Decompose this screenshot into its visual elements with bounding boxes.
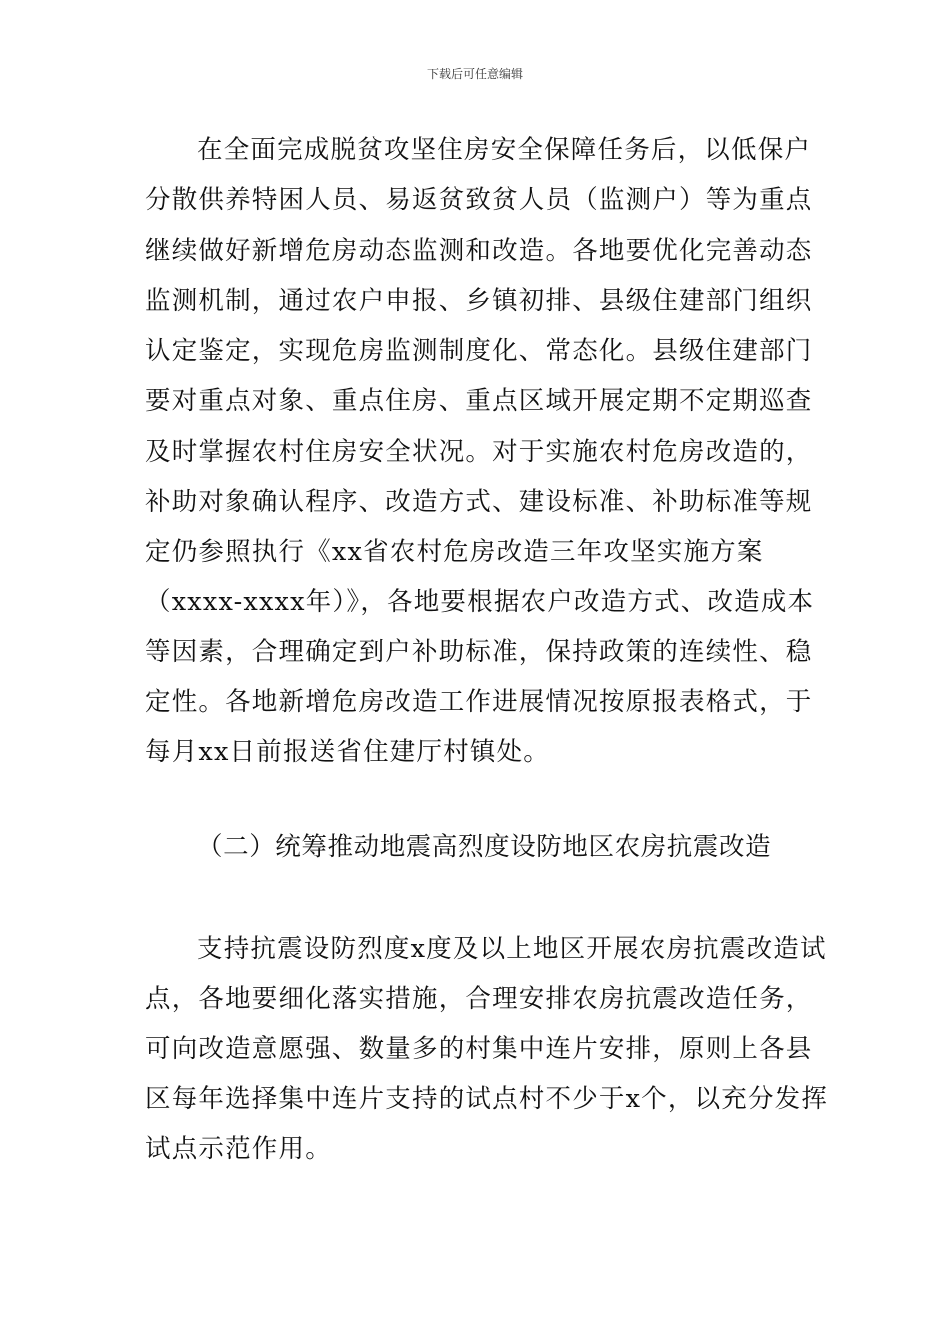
paragraph1-line-2: 分散供养特困人员、易返贫致贫人员（监测户）等为重点 xyxy=(145,185,813,215)
paragraph1-line-8: 补助对象确认程序、改造方式、建设标准、补助标准等规 xyxy=(145,487,813,517)
paragraph2-line-3: 可向改造意愿强、数量多的村集中连片安排，原则上各县 xyxy=(145,1034,813,1064)
paragraph1-line-3: 继续做好新增危房动态监测和改造。各地要优化完善动态 xyxy=(145,236,813,266)
paragraph2-line-5: 试点示范作用。 xyxy=(145,1134,332,1164)
paragraph1-line-4: 监测机制，通过农户申报、乡镇初排、县级住建部门组织 xyxy=(145,286,813,316)
paragraph1-line-12: 定性。各地新增危房改造工作进展情况按原报表格式，于 xyxy=(145,687,813,717)
paragraph1-line-5: 认定鉴定，实现危房监测制度化、常态化。县级住建部门 xyxy=(145,336,813,366)
paragraph1-line-7: 及时掌握农村住房安全状况。对于实施农村危房改造的， xyxy=(145,437,813,467)
paragraph1-line-9: 定仍参照执行《xx省农村危房改造三年攻坚实施方案 xyxy=(145,537,764,567)
paragraph1-line-11: 等因素，合理确定到户补助标准，保持政策的连续性、稳 xyxy=(145,637,813,667)
paragraph1-line-6: 要对重点对象、重点住房、重点区域开展定期不定期巡查 xyxy=(145,386,813,416)
paragraph2-line-2: 点，各地要细化落实措施，合理安排农房抗震改造任务， xyxy=(145,984,813,1014)
section-heading: （二）统筹推动地震高烈度设防地区农房抗震改造 xyxy=(197,832,772,862)
paragraph2-line-1: 支持抗震设防烈度x度及以上地区开展农房抗震改造试 xyxy=(197,934,827,964)
paragraph2-line-4: 区每年选择集中连片支持的试点村不少于x个，以充分发挥 xyxy=(145,1084,829,1114)
paragraph1-line-1: 在全面完成脱贫攻坚住房安全保障任务后，以低保户 xyxy=(197,135,812,165)
paragraph1-line-13: 每月xx日前报送省住建厅村镇处。 xyxy=(145,737,550,767)
page-header: 下载后可任意编辑 xyxy=(426,67,523,81)
paragraph1-line-10: （xxxx-xxxx年）》，各地要根据农户改造方式、改造成本 xyxy=(145,587,815,617)
